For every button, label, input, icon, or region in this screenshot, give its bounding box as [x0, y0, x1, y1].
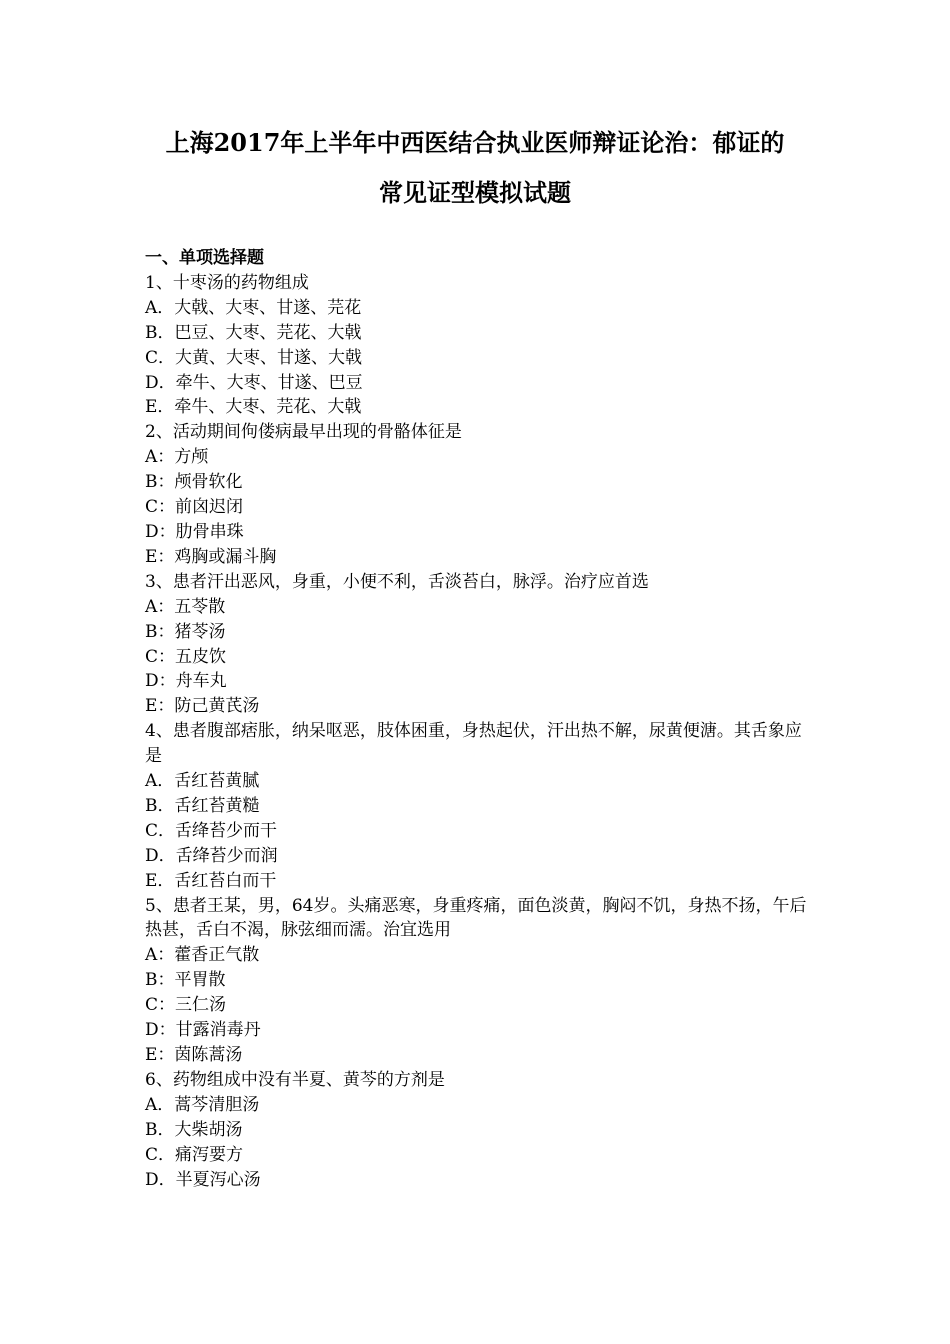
option-d: D：肋骨串珠 [145, 521, 244, 542]
option-e: E．牵牛、大枣、芫花、大戟 [145, 397, 362, 418]
option-c: C．大黄、大枣、甘遂、大戟 [145, 347, 363, 368]
option-a: A．大戟、大枣、甘遂、芫花 [145, 297, 362, 318]
document-title [120, 118, 830, 218]
question-1 [145, 271, 815, 420]
option-c: C：前囟迟闭 [145, 497, 244, 518]
option-a: A：方颅 [145, 447, 209, 468]
question-4 [145, 719, 815, 893]
option-e: E：鸡胸或漏斗胸 [145, 546, 277, 567]
option-b: B：平胃散 [145, 970, 226, 991]
question-stem: 1、十枣汤的药物组成 [145, 272, 309, 293]
question-5 [145, 894, 815, 1068]
section-heading: 一、单项选择题 [145, 248, 264, 268]
question-6 [145, 1068, 815, 1193]
option-a: A：五苓散 [145, 596, 226, 617]
option-e: E：防己黄芪汤 [145, 696, 260, 717]
option-c: C．痛泻要方 [145, 1144, 244, 1165]
option-c: C．舌绛苔少而干 [145, 820, 278, 841]
option-a: A：藿香正气散 [145, 945, 260, 966]
option-d: D：舟车丸 [145, 671, 227, 692]
question-stem: 6、药物组成中没有半夏、黄芩的方剂是 [145, 1069, 445, 1090]
option-b: B．巴豆、大枣、芫花、大戟 [145, 322, 362, 343]
option-b: B．舌红苔黄糙 [145, 795, 260, 816]
document-body [145, 246, 815, 1192]
option-a: A．蒿芩清胆汤 [145, 1094, 260, 1115]
title-line-2: 常见证型模拟试题 [379, 178, 571, 207]
option-b: B：颅骨软化 [145, 472, 243, 493]
option-d: D：甘露消毒丹 [145, 1020, 261, 1041]
question-stem: 4、患者腹部痞胀，纳呆呕恶，肢体困重，身热起伏，汗出热不解，尿黄便溏。其舌象应是 [145, 721, 802, 767]
question-3 [145, 570, 815, 719]
option-c: C：三仁汤 [145, 995, 227, 1016]
option-b: B：猪苓汤 [145, 621, 226, 642]
title-line-1: 上海2017年上半年中西医结合执业医师辩证论治：郁证的 [165, 128, 785, 157]
question-stem: 5、患者王某，男，64岁。头痛恶寒，身重疼痛，面色淡黄，胸闷不饥，身热不扬，午后热甚，舌白不渴，脉弦细而濡。治宜选用 [145, 895, 807, 941]
option-d: D．半夏泻心汤 [145, 1169, 261, 1190]
option-e: E：茵陈蒿汤 [145, 1045, 243, 1065]
option-c: C：五皮饮 [145, 646, 227, 667]
option-e: E．舌红苔白而干 [145, 870, 277, 891]
option-a: A．舌红苔黄腻 [145, 771, 260, 792]
option-d: D．牵牛、大枣、甘遂、巴豆 [145, 372, 363, 393]
question-stem: 2、活动期间佝偻病最早出现的骨骼体征是 [145, 422, 462, 443]
question-2 [145, 420, 815, 569]
option-b: B．大柴胡汤 [145, 1119, 243, 1140]
question-stem: 3、患者汗出恶风，身重，小便不利，舌淡苔白，脉浮。治疗应首选 [145, 571, 649, 592]
option-d: D．舌绛苔少而润 [145, 845, 278, 866]
